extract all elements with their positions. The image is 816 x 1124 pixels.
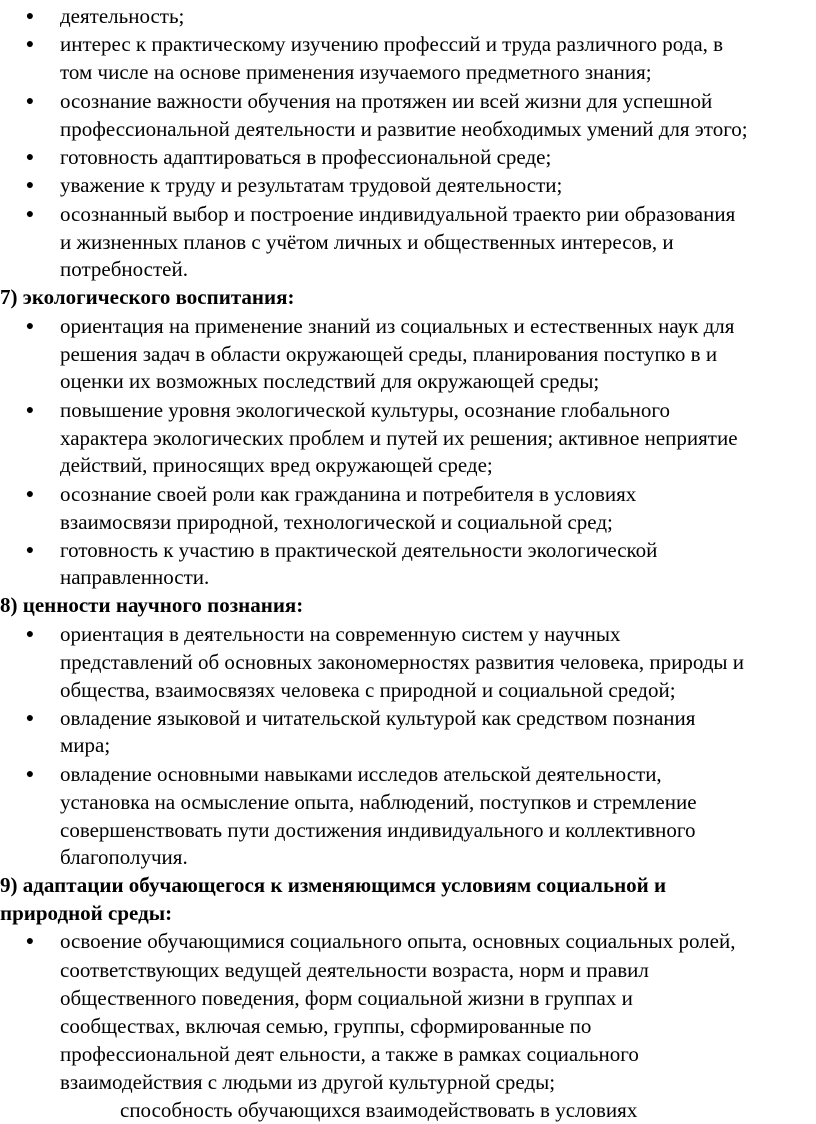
section-heading: 9) адаптации обучающегося к изменяющимся условиям социальной и: [0, 873, 667, 897]
paragraph-text: мира;: [60, 733, 111, 757]
paragraph-text: овладение основными навыками исследов ательской деятельности,: [60, 762, 662, 786]
paragraph-text: способность обучающихся взаимодействовать в условиях: [120, 1098, 638, 1122]
section-heading: природной среды:: [0, 901, 173, 925]
bullet-icon: ●: [25, 934, 35, 949]
section-heading: 8) ценности научного познания:: [0, 593, 304, 617]
paragraph-text: готовность адаптироваться в профессиональной среде;: [60, 145, 552, 169]
paragraph-text: представлений об основных закономерностях развития человека, природы и: [60, 650, 744, 674]
paragraph-text: повышение уровня экологической культуры, осознание глобального: [60, 398, 671, 422]
paragraph-text: соответствующих ведущей деятельности возраста, норм и правил: [60, 958, 649, 982]
paragraph-text: взаимодействия с людьми из другой культурной среды;: [60, 1070, 556, 1094]
paragraph-text: решения задач в области окружающей среды, планирования поступко в и: [60, 342, 718, 366]
paragraph-text: оценки их возможных последствий для окружающей среды;: [60, 369, 600, 393]
paragraph-text: и жизненных планов с учётом личных и общественных интересов, и: [60, 230, 674, 254]
paragraph-text: характера экологических проблем и путей их решения; активное неприятие: [60, 426, 738, 450]
bullet-icon: ●: [25, 487, 35, 502]
bullet-icon: ●: [25, 767, 35, 782]
paragraph-text: том числе на основе применения изучаемого предметного знания;: [60, 60, 652, 84]
paragraph-text: ориентация на применение знаний из социальных и естественных наук для: [60, 314, 735, 338]
paragraph-text: общества, взаимосвязях человека с природной и социальной средой;: [60, 678, 676, 702]
bullet-icon: ●: [25, 9, 35, 24]
paragraph-text: взаимосвязи природной, технологической и социальной сред;: [60, 510, 613, 534]
paragraph-text: интерес к практическому изучению профессий и труда различного рода, в: [60, 32, 724, 56]
paragraph-text: профессиональной деят ельности, а также в рамках социального: [60, 1042, 639, 1066]
paragraph-text: освоение обучающимися социального опыта, основных социальных ролей,: [60, 929, 736, 953]
bullet-icon: ●: [25, 178, 35, 193]
paragraph-text: потребностей.: [60, 257, 188, 281]
bullet-icon: ●: [25, 37, 35, 52]
section-heading: 7) экологического воспитания:: [0, 285, 295, 309]
paragraph-text: осознанный выбор и построение индивидуальной траекто рии образования: [60, 202, 736, 226]
paragraph-text: деятельность;: [60, 4, 185, 28]
paragraph-text: благополучия.: [60, 845, 188, 869]
paragraph-text: совершенствовать пути достижения индивидуального и коллективного: [60, 818, 696, 842]
paragraph-text: уважение к труду и результатам трудовой деятельности;: [60, 173, 563, 197]
paragraph-text: направленности.: [60, 565, 210, 589]
bullet-icon: ●: [25, 627, 35, 642]
paragraph-text: профессиональной деятельности и развитие необходимых умений для этого;: [60, 117, 748, 141]
paragraph-text: осознание своей роли как гражданина и потребителя в условиях: [60, 482, 637, 506]
paragraph-text: установка на осмысление опыта, наблюдений, поступков и стремление: [60, 790, 697, 814]
paragraph-text: ориентация в деятельности на современную систем у научных: [60, 622, 621, 646]
paragraph-text: сообществах, включая семью, группы, сформированные по: [60, 1014, 592, 1038]
bullet-icon: ●: [25, 711, 35, 726]
bullet-icon: ●: [25, 150, 35, 165]
bullet-icon: ●: [25, 319, 35, 334]
paragraph-text: осознание важности обучения на протяжен ии всей жизни для успешной: [60, 89, 713, 113]
paragraph-text: готовность к участию в практической деятельности экологической: [60, 538, 658, 562]
bullet-icon: ●: [25, 207, 35, 222]
paragraph-text: действий, приносящих вред окружающей среде;: [60, 453, 493, 477]
bullet-icon: ●: [25, 543, 35, 558]
paragraph-text: овладение языковой и читательской культурой как средством познания: [60, 706, 696, 730]
paragraph-text: общественного поведения, форм социальной жизни в группах и: [60, 986, 633, 1010]
bullet-icon: ●: [25, 94, 35, 109]
bullet-icon: ●: [25, 403, 35, 418]
